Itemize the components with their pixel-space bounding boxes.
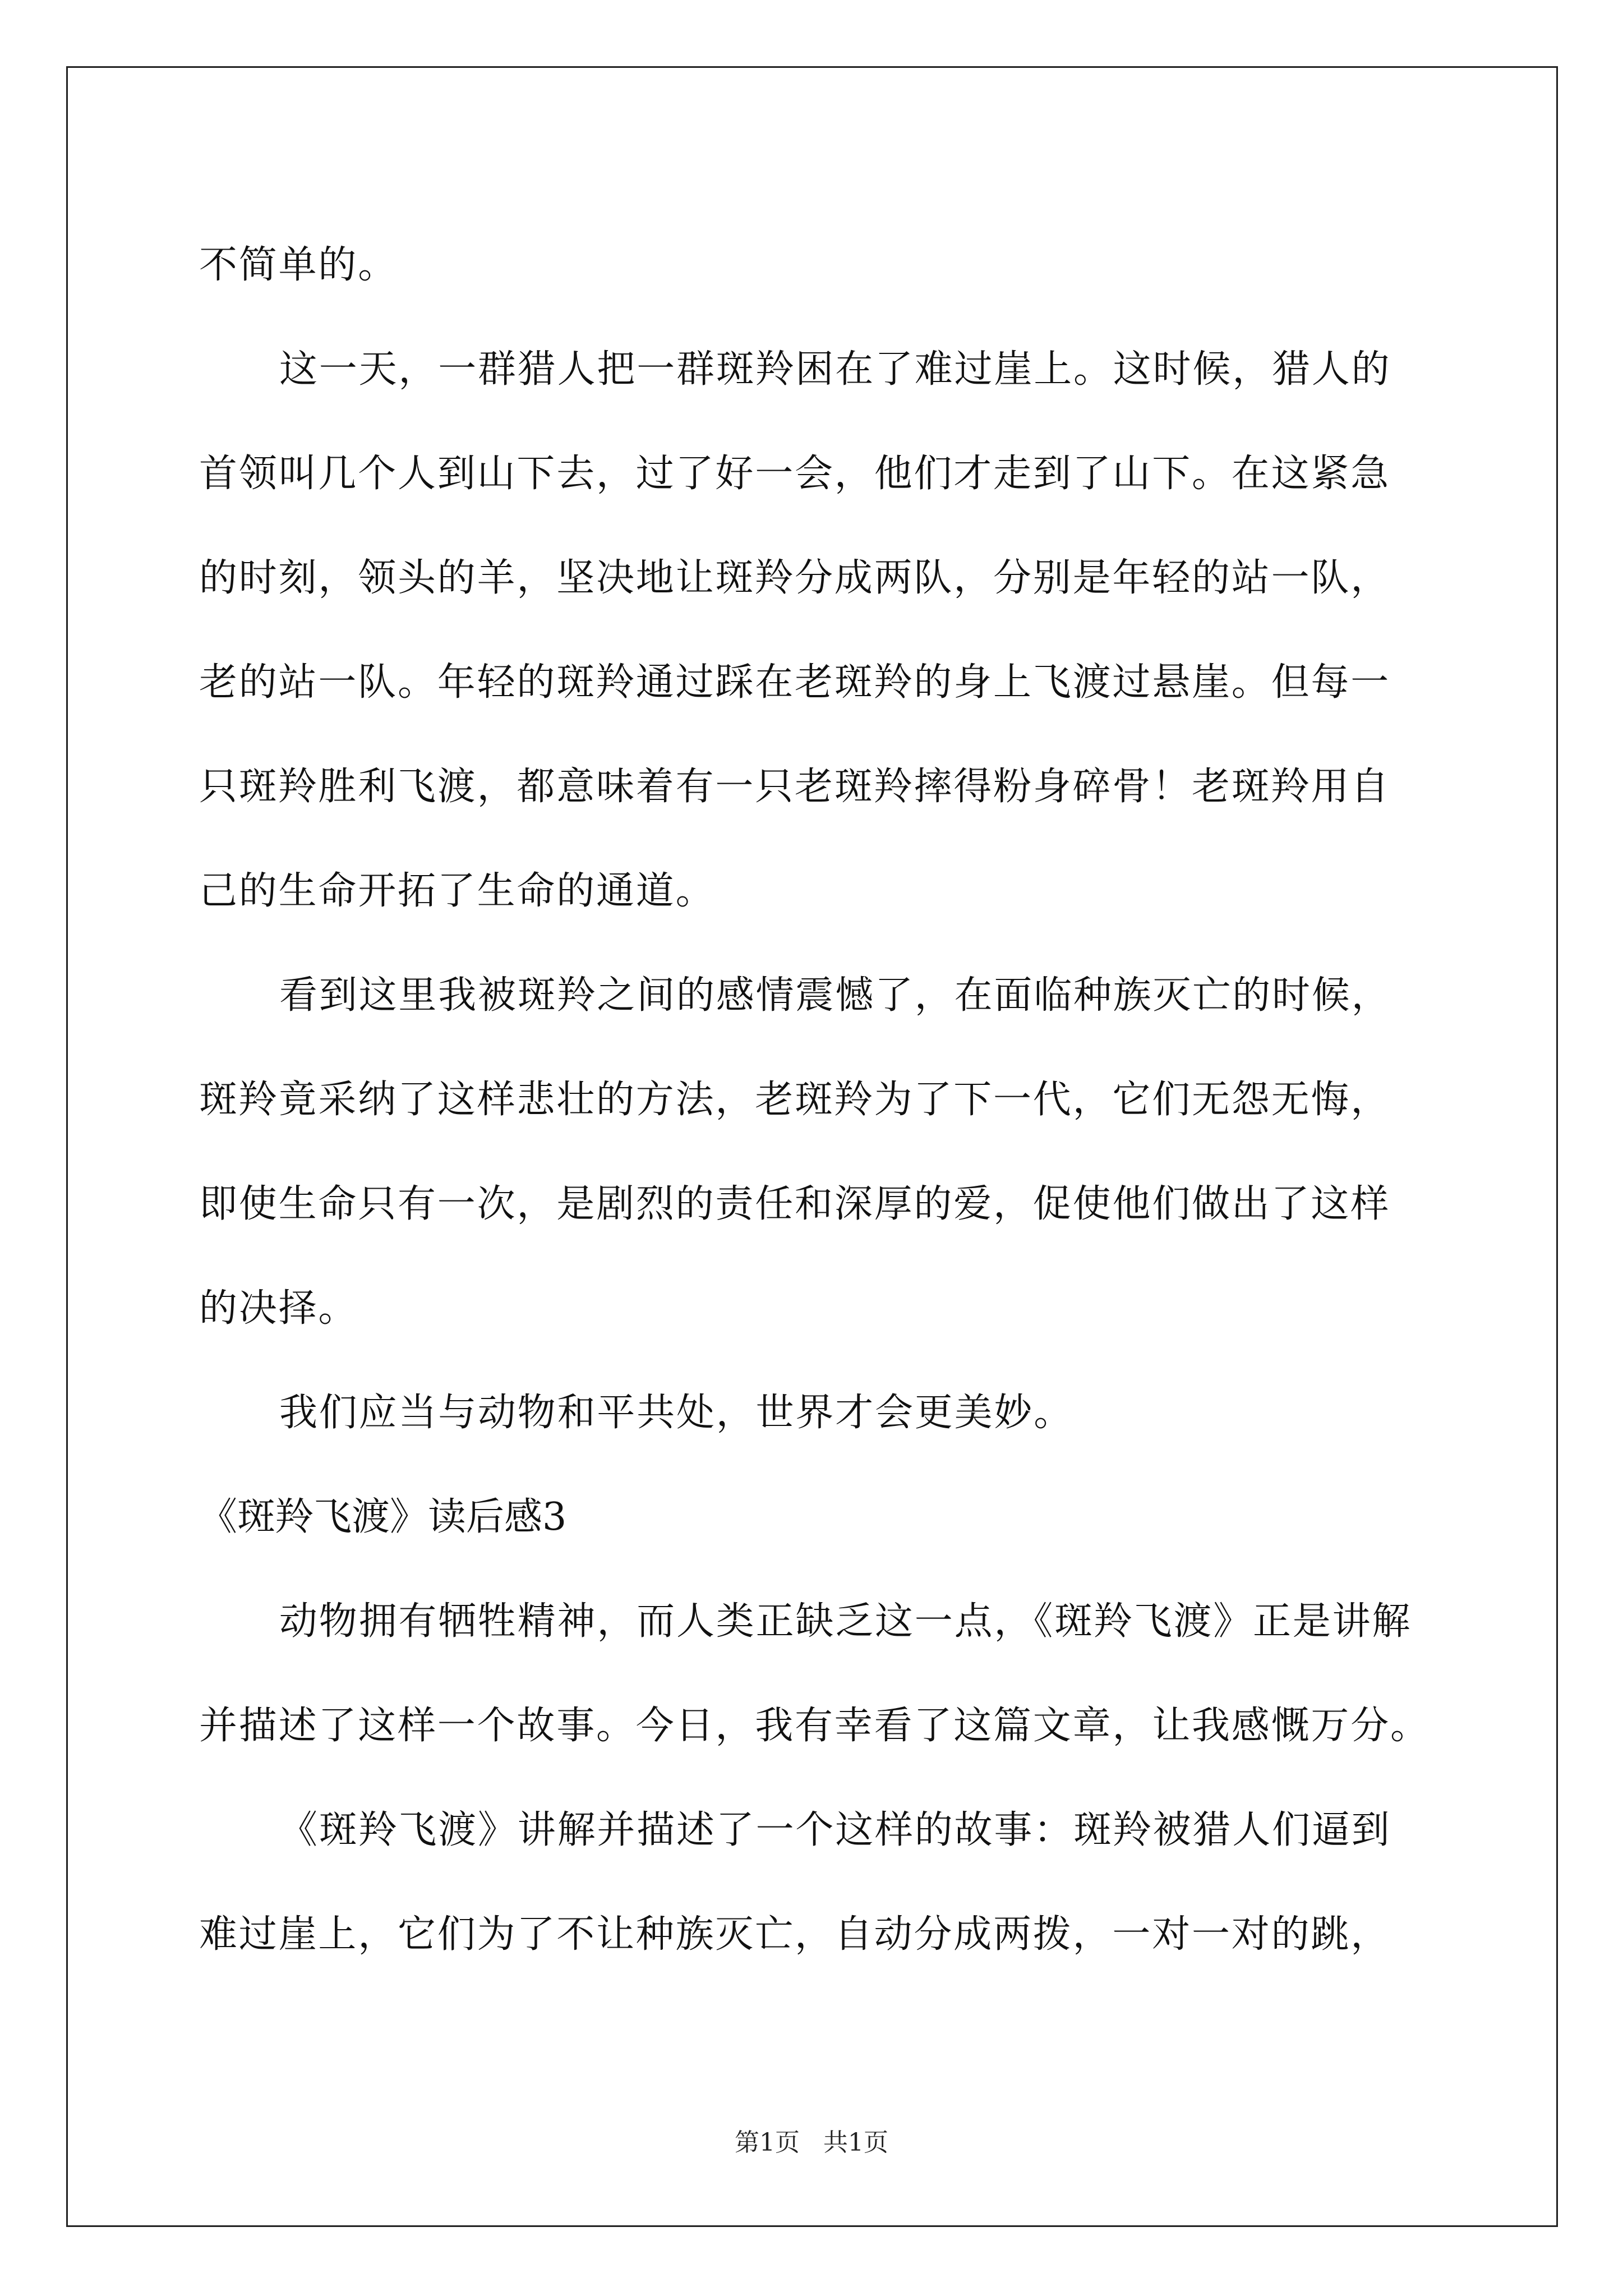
text-line: 不简单的。	[199, 243, 398, 287]
text-line: 首领叫几个人到山下去，过了好一会，他们才走到了山下。在这紧急	[199, 452, 1391, 496]
text-line: 看到这里我被斑羚之间的感情震憾了，在面临种族灭亡的时候，	[279, 973, 1391, 1018]
page-total: 共1页	[823, 2128, 888, 2157]
page-number: 第1页	[735, 2128, 800, 2157]
text-line: 己的生命开拓了生命的通道。	[199, 869, 716, 913]
text-line: 难过崖上，它们为了不让种族灭亡，自动分成两拨，一对一对的跳，	[199, 1912, 1391, 1957]
text-line: 老的站一队。年轻的斑羚通过踩在老斑羚的身上飞渡过悬崖。但每一	[199, 660, 1391, 705]
text-line: 《斑羚飞渡》讲解并描述了一个这样的故事：斑羚被猎人们逼到	[279, 1808, 1391, 1852]
text-line: 斑羚竟采纳了这样悲壮的方法，老斑羚为了下一代，它们无怨无悔，	[199, 1078, 1391, 1122]
text-line: 即使生命只有一次，是剧烈的责任和深厚的爱，促使他们做出了这样	[199, 1182, 1391, 1226]
text-line: 只斑羚胜利飞渡，都意味着有一只老斑羚摔得粉身碎骨！老斑羚用自	[199, 765, 1391, 809]
text-line: 我们应当与动物和平共处，世界才会更美妙。	[279, 1391, 1074, 1435]
document-body	[199, 213, 1441, 1987]
section-heading: 《斑羚飞渡》读后感3	[199, 1495, 567, 1539]
text-line: 的时刻，领头的羊，坚决地让斑羚分成两队，分别是年轻的站一队，	[199, 556, 1391, 600]
text-line: 动物拥有牺牲精神，而人类正缺乏这一点，《斑羚飞渡》正是讲解	[279, 1599, 1412, 1644]
page-footer	[0, 2126, 1623, 2160]
text-line: 这一天，一群猎人把一群斑羚困在了难过崖上。这时候，猎人的	[279, 347, 1391, 392]
text-line: 并描述了这样一个故事。今日，我有幸看了这篇文章，让我感慨万分。	[199, 1704, 1430, 1748]
text-line: 的决择。	[199, 1286, 358, 1331]
